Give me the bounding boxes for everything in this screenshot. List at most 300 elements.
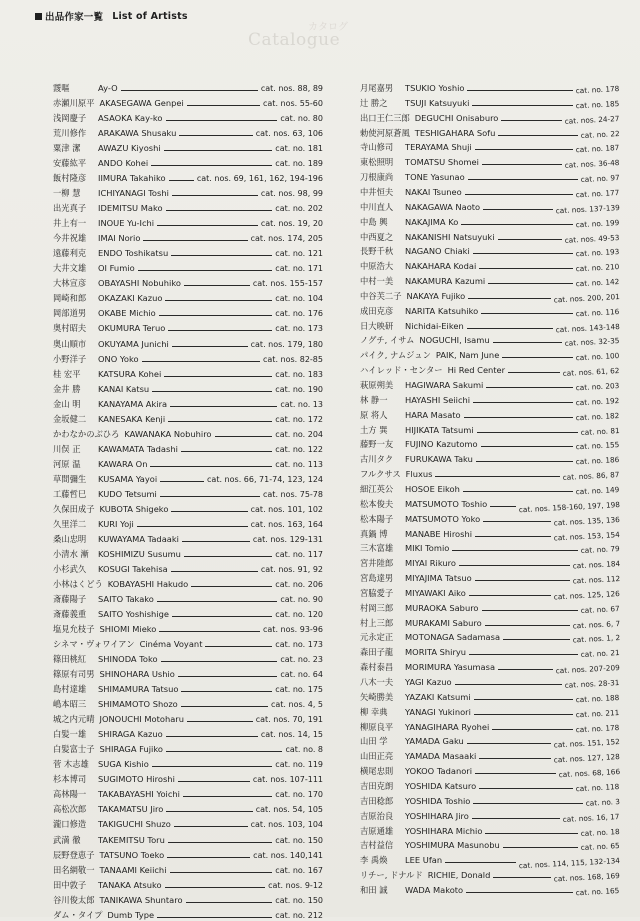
artist-name-jp: 長野千秋 (360, 246, 394, 257)
artist-name-jp: 柳 幸典 (360, 706, 388, 717)
leader-line (172, 616, 272, 617)
artist-name-en: TAKABAYASHI Yoichi (98, 789, 180, 800)
artist-name-en: FUJINO Kazutomo (405, 439, 478, 450)
artist-name-jp: 桑山忠明 (53, 533, 87, 544)
artist-name-en: KOSHIMIZU Susumu (98, 548, 181, 559)
catalogue-number: cat. nos. 16, 17 (562, 811, 620, 824)
artist-name-en: MURAOKA Saburo (405, 602, 479, 613)
artist-name-en: KANAYAMA Akira (98, 398, 168, 409)
artist-name-en: TESHIGAHARA Sofu (414, 127, 496, 138)
artist-name-en: NAKAYA Fujiko (406, 290, 466, 301)
catalogue-number: cat. no. 178 (576, 722, 620, 734)
leader-line (138, 270, 273, 271)
artist-name-jp: 杉本博司 (53, 774, 87, 785)
catalogue-number: cat. nos. 151, 152 (553, 737, 620, 750)
artist-name-en: Dumb Type (107, 909, 155, 920)
artist-row (360, 660, 620, 676)
artist-row (53, 772, 323, 785)
catalogue-number: cat. nos. 168, 169 (553, 871, 620, 884)
artist-name-en: TSUKIO Yoshio (405, 83, 465, 93)
artist-name-jp: ダム・タイプ (53, 909, 103, 920)
artist-row (360, 779, 620, 792)
leader-line (492, 729, 573, 730)
artist-name-en: MURAKAMI Saburo (405, 617, 482, 628)
artist-name-en: ENDO Toshikatsu (98, 248, 169, 259)
catalogue-number: cat. no. 23 (280, 655, 323, 665)
catalogue-number: cat. no. 97 (580, 173, 620, 185)
leader-line (186, 902, 273, 903)
artist-name-jp: 成田克彦 (360, 305, 394, 316)
artist-row (53, 532, 323, 545)
leader-line (473, 253, 574, 254)
artist-name-jp: 小林はくどう (53, 578, 103, 589)
artist-name-jp: 一柳 慧 (53, 188, 81, 199)
artist-row (360, 289, 620, 305)
artist-name-en: IDEMITSU Mako (98, 203, 163, 214)
artist-name-en: TAKIGUCHI Shuzo (98, 819, 171, 830)
catalogue-number: cat. nos. 54, 105 (255, 805, 323, 815)
artist-row (360, 883, 620, 896)
catalogue-number: cat. nos. 61, 62 (562, 366, 620, 379)
artist-row (53, 81, 323, 94)
artist-row (53, 457, 323, 470)
artist-name-jp: 出口王仁三郎 (360, 112, 410, 123)
artist-name-en: ONO Yoko (98, 353, 139, 364)
artist-row (360, 96, 620, 109)
artist-name-en: MIYAWAKI Aiko (405, 587, 466, 598)
artist-name-en: TSUJI Katsuyuki (405, 97, 470, 108)
artist-name-en: TANAKA Atsuko (98, 879, 162, 890)
artist-name-en: OI Fumio (98, 263, 135, 274)
artist-name-jp: パイク, ナムジュン (360, 350, 431, 361)
artist-name-jp: 日大映研 (360, 320, 394, 331)
leader-line (467, 328, 553, 329)
catalogue-number: cat. no. 202 (275, 204, 323, 214)
leader-line (174, 826, 248, 827)
artist-name-jp: 河原 温 (53, 458, 81, 469)
leader-line (137, 526, 248, 527)
artist-name-en: ASAOKA Kay-ko (98, 113, 163, 124)
leader-line (168, 330, 272, 331)
catalogue-number: cat. nos. 93-96 (263, 625, 323, 635)
catalogue-number: cat. nos. 9-12 (268, 880, 323, 890)
artist-name-jp: 松本俊夫 (360, 498, 394, 509)
leader-line (481, 313, 573, 314)
catalogue-number: cat. no. 18 (580, 826, 620, 838)
artist-name-jp: 吉村益信 (360, 840, 394, 851)
artist-name-jp: 出光真子 (53, 203, 87, 214)
artist-row (360, 705, 620, 718)
artist-name-en: MORIMURA Yasumasa (405, 662, 496, 673)
artist-name-jp: 小杉武久 (53, 563, 87, 574)
artist-name-en: SAITO Yoshishige (98, 609, 169, 620)
artist-name-en: YANAGIHARA Ryohei (405, 721, 490, 732)
artist-name-jp: 林 静一 (360, 394, 388, 405)
catalogue-number: cat. no. 192 (576, 395, 620, 408)
artist-name-jp: 久保田成子 (53, 503, 95, 514)
leader-line (455, 684, 563, 685)
artist-row (53, 742, 323, 755)
leader-line (166, 736, 258, 737)
artist-name-jp: 藤野一友 (360, 439, 394, 450)
leader-line (152, 766, 273, 767)
artist-row (360, 319, 620, 332)
leader-line (502, 357, 573, 358)
catalogue-number: cat. no. 203 (576, 381, 620, 393)
artist-row (53, 817, 323, 830)
artist-row (53, 502, 323, 515)
artist-row (53, 592, 323, 605)
artist-name-jp: 金山 明 (53, 398, 81, 409)
artist-name-en: NAKANISHI Natsuyuki (405, 231, 495, 242)
leader-line (479, 788, 573, 789)
artist-name-en: Ay-O (98, 83, 118, 93)
catalogue-number: cat. nos. 14, 15 (260, 730, 323, 740)
artist-name-jp: 森村泰昌 (360, 662, 394, 673)
artist-name-jp: 八木一夫 (360, 677, 394, 687)
artist-row (360, 809, 620, 822)
artist-row (360, 363, 620, 379)
artist-name-en: SHINOHARA Ushio (99, 669, 175, 680)
artist-name-jp: 月尾嘉男 (360, 83, 394, 93)
catalogue-number: cat. no. 104 (275, 294, 323, 304)
artist-name-en: KOBAYASHI Hakudo (107, 578, 189, 589)
artist-row (53, 757, 323, 770)
artist-row (53, 787, 323, 800)
artist-row (53, 637, 323, 650)
artist-name-en: OKUMURA Teruo (98, 323, 166, 334)
artist-name-en: SHIMAMOTO Shozo (98, 699, 178, 710)
artist-row (360, 437, 620, 450)
leader-line (474, 714, 574, 715)
artist-row (360, 734, 620, 750)
artist-name-jp: 松本陽子 (360, 513, 394, 524)
artist-name-en: IMAI Norio (98, 233, 141, 244)
artist-name-en: TAKAMATSU Jiro (98, 804, 164, 815)
artist-name-jp: 勅使河原蒼風 (360, 127, 410, 138)
artist-name-jp: 吉田克朗 (360, 780, 394, 791)
artist-name-en: KURI Yoji (98, 518, 134, 529)
leader-line (172, 346, 248, 347)
leader-line (475, 580, 570, 581)
artist-name-en: TANIKAWA Shuntaro (99, 894, 183, 905)
square-bullet-icon (35, 13, 42, 20)
catalogue-number: cat. no. 199 (576, 217, 620, 229)
artist-name-jp: 白髪一雄 (53, 729, 87, 740)
artist-name-jp: 寺山修司 (360, 142, 394, 153)
leader-line (498, 135, 578, 136)
artist-name-en: SHIRAGA Fujiko (99, 744, 163, 755)
artist-row (360, 215, 620, 228)
catalogue-number: cat. no. 204 (275, 429, 323, 439)
catalogue-number: cat. nos. 137-139 (555, 202, 620, 216)
leader-line (164, 150, 273, 151)
artist-name-jp: 和田 誠 (360, 884, 388, 895)
catalogue-number: cat. no. 182 (576, 410, 620, 422)
ghost-jp-text: カタログ (308, 22, 348, 33)
artist-row (53, 126, 323, 139)
artist-name-en: OKUYAMA Junichi (98, 338, 169, 349)
leader-line (171, 511, 247, 512)
artist-name-jp: 萩原朔美 (360, 380, 394, 390)
artist-name-jp: シネマ・ヴォワイアン (53, 639, 135, 650)
catalogue-number: cat. no. 122 (275, 444, 323, 454)
artist-name-jp: 遠藤利克 (53, 248, 87, 259)
artist-name-en: YAMADA Masaaki (405, 751, 477, 762)
artist-name-jp: 城之内元晴 (53, 714, 95, 725)
catalogue-number: cat. no. 210 (576, 262, 620, 274)
artist-name-en: INOUE Yu-Ichi (98, 218, 155, 229)
artist-name-jp: 久里洋二 (53, 518, 87, 529)
catalogue-number: cat. no. 142 (576, 277, 620, 289)
artist-name-en: FURUKAWA Taku (405, 454, 473, 465)
catalogue-number: cat. no. 150 (275, 895, 323, 905)
artist-name-en: KANAI Katsu (98, 383, 150, 394)
artist-row (360, 630, 620, 643)
catalogue-number: cat. nos. 158-160, 197, 198 (518, 499, 620, 515)
artist-row (53, 171, 323, 184)
artist-row (53, 682, 323, 695)
artist-name-jp: 瀧口修造 (53, 819, 87, 830)
catalogue-number: cat. no. 64 (280, 670, 323, 680)
artist-name-jp: 塩見允枝子 (53, 624, 95, 635)
artist-name-jp: 今井祝雄 (53, 233, 87, 244)
leader-line (164, 376, 272, 377)
artist-name-jp: 井上有一 (53, 218, 87, 229)
artist-name-jp: 辻 勝之 (360, 97, 388, 108)
artist-row (53, 231, 323, 244)
leader-line (466, 892, 573, 893)
leader-line (475, 773, 556, 774)
leader-line (461, 224, 573, 225)
artist-name-en: YOSHIDA Toshio (405, 795, 471, 806)
leader-line (142, 361, 260, 362)
artist-row (360, 527, 620, 540)
catalogue-number: cat. no. 170 (275, 790, 323, 800)
artist-row (360, 304, 620, 317)
catalogue-number: cat. no. 90 (280, 595, 323, 605)
artist-row (360, 126, 620, 139)
catalogue-number: cat. nos. 129-131 (252, 534, 323, 544)
catalogue-number: cat. no. 22 (580, 128, 620, 140)
catalogue-number: cat. nos. 200, 201 (553, 291, 620, 305)
artist-row (53, 863, 323, 876)
artist-name-jp: 篠田桃紅 (53, 654, 87, 665)
leader-line (445, 862, 516, 863)
leader-line (473, 402, 573, 403)
catalogue-number: cat. nos. 155-157 (252, 279, 323, 289)
catalogue-number: cat. no. 206 (275, 579, 323, 589)
artist-name-en: HIJIKATA Tatsumi (405, 424, 474, 435)
artist-name-jp: 奥村昭夫 (53, 323, 87, 334)
artist-name-en: MATSUMOTO Toshio (405, 498, 488, 509)
artist-name-en: OBAYASHI Nobuhiko (98, 278, 181, 289)
leader-line (205, 646, 272, 647)
artist-name-en: KAWANAKA Nobuhiro (124, 428, 212, 439)
leader-line (178, 781, 250, 782)
catalogue-number: cat. nos. 91, 92 (260, 564, 323, 574)
catalogue-number: cat. no. 176 (275, 309, 323, 319)
artist-row (53, 878, 323, 891)
catalogue-number: cat. nos. 36-48 (564, 158, 620, 171)
catalogue-number: cat. nos. 88, 89 (260, 84, 323, 93)
artist-row (360, 497, 620, 515)
artist-name-en: MOTONAGA Sadamasa (405, 632, 501, 643)
catalogue-number: cat. nos. 49-53 (564, 232, 620, 245)
leader-line (468, 298, 551, 299)
artist-name-jp: 大林宣彦 (53, 278, 87, 289)
leader-line (159, 315, 273, 316)
artist-row (53, 367, 323, 380)
artist-row (53, 517, 323, 530)
artist-row (360, 794, 620, 807)
artist-row (53, 291, 323, 304)
artist-row (360, 423, 620, 436)
artist-name-en: HARA Masato (405, 409, 461, 420)
artist-name-jp: 細江英公 (360, 483, 394, 494)
artist-row (360, 467, 620, 483)
catalogue-number: cat. nos. 32-35 (564, 336, 620, 349)
catalogue-number: cat. no. 116 (576, 306, 620, 319)
leader-line (464, 417, 574, 418)
artist-row (360, 616, 620, 629)
artist-name-en: OKAZAKI Kazuo (98, 293, 163, 304)
catalogue-number: cat. nos. 135, 136 (553, 514, 620, 528)
artist-name-jp: 岡崎和郎 (53, 293, 87, 304)
catalogue-number: cat. no. 181 (275, 144, 323, 154)
artist-name-en: Hi Red Center (447, 365, 506, 376)
catalogue-number: cat. no. 211 (576, 707, 620, 719)
artist-name-jp: 横尾忠則 (360, 766, 394, 777)
artist-row (360, 720, 620, 733)
artist-name-en: MORITA Shiryu (405, 647, 467, 658)
artist-row (53, 412, 323, 425)
artist-row (360, 452, 620, 465)
catalogue-number: cat. nos. 24-27 (564, 113, 620, 126)
artist-row (53, 487, 323, 500)
artist-name-en: AKASEGAWA Genpei (99, 98, 184, 109)
leader-line (160, 496, 260, 497)
leader-line (485, 625, 570, 626)
artist-name-jp: フルクサス (360, 469, 401, 480)
artist-name-en: MIKI Tomio (405, 543, 450, 554)
catalogue-number: cat. no. 13 (280, 399, 323, 409)
artist-row (53, 201, 323, 214)
artist-row (360, 764, 620, 780)
leader-line (465, 194, 574, 195)
artist-name-jp: 山田 学 (360, 736, 388, 747)
leader-line (490, 506, 516, 507)
artist-row (360, 155, 620, 171)
artist-row (360, 541, 620, 554)
artist-name-jp: 真鍋 博 (360, 528, 388, 539)
artist-name-en: HAYASHI Seiichi (405, 394, 471, 405)
artist-name-en: NAGANO Chiaki (405, 246, 470, 257)
artist-name-en: Cinéma Voyant (139, 639, 203, 650)
leader-line (181, 706, 268, 707)
artist-name-en: TERAYAMA Shuji (405, 142, 472, 153)
leader-line (165, 887, 266, 888)
catalogue-number: cat. nos. 101, 102 (250, 504, 323, 514)
artist-row (360, 675, 620, 688)
leader-line (183, 796, 272, 797)
catalogue-number: cat. no. 212 (275, 910, 323, 920)
artist-row (53, 562, 323, 575)
artist-name-jp: 宮井陸郎 (360, 558, 394, 569)
artist-row (360, 140, 620, 153)
artist-name-en: NAKAI Tsuneo (405, 186, 462, 197)
artist-name-jp: 草間彌生 (53, 473, 87, 484)
catalogue-number: cat. no. 8 (285, 745, 323, 755)
leader-line (482, 610, 579, 611)
artist-name-en: SHINODA Toko (98, 654, 158, 665)
catalogue-number: cat. no. 119 (275, 760, 323, 770)
leader-line (435, 476, 560, 477)
catalogue-number: cat. nos. 153, 154 (553, 529, 620, 542)
artist-name-jp: 粟津 潔 (53, 143, 81, 154)
artist-row (360, 259, 620, 272)
artist-name-en: YOKOO Tadanori (405, 766, 473, 777)
catalogue-number: cat. nos. 1, 2 (572, 633, 620, 645)
catalogue-number: cat. nos. 127, 128 (553, 752, 620, 765)
catalogue-number: cat. nos. 55-60 (263, 99, 323, 109)
artist-name-en: TOMATSU Shomei (405, 157, 479, 168)
artist-name-jp: 小野洋子 (53, 353, 87, 364)
artist-name-jp: 李 禹煥 (360, 855, 388, 866)
artist-row (53, 352, 323, 365)
artist-name-en: MATSUMOTO Yoko (405, 513, 481, 524)
artist-name-jp: 古川タク (360, 454, 394, 465)
artist-name-jp: 中谷芙二子 (360, 290, 402, 301)
leader-line (171, 255, 272, 256)
artist-name-jp: 柳原良平 (360, 721, 394, 732)
artist-name-jp: 斎藤義重 (53, 609, 87, 620)
leader-line (151, 165, 272, 166)
catalogue-number: cat. no. 79 (580, 544, 620, 556)
catalogue-number: cat. nos. 69, 161, 162, 194-196 (196, 174, 323, 184)
artist-name-en: YOSHIDA Katsuro (405, 780, 477, 791)
catalogue-number: cat. nos. 207-209 (555, 663, 620, 676)
artist-name-en: DEGUCHI Onisaburo (414, 112, 499, 123)
artist-row (53, 908, 323, 921)
catalogue-number: cat. nos. 86, 87 (562, 470, 620, 483)
leader-line (503, 639, 570, 640)
page-header (35, 9, 188, 23)
leader-line (181, 451, 272, 452)
leader-line (170, 872, 273, 873)
leader-line (475, 536, 551, 537)
artist-name-en: NARITA Katsuhiko (405, 305, 479, 316)
catalogue-number: cat. nos. 63, 106 (255, 129, 323, 139)
leader-line (181, 691, 272, 692)
leader-line (187, 105, 260, 106)
catalogue-number: cat. no. 67 (580, 603, 620, 615)
artist-name-jp: 村岡三郎 (360, 602, 394, 613)
artist-row (53, 607, 323, 620)
leader-line (508, 372, 560, 373)
artist-name-en: ICHIYANAGI Toshi (98, 188, 169, 199)
leader-line (184, 285, 250, 286)
artist-row (360, 645, 620, 658)
leader-line (473, 803, 582, 804)
artist-row (53, 577, 323, 590)
catalogue-number: cat. no. 190 (275, 384, 323, 394)
artist-name-jp: 斎藤陽子 (53, 594, 87, 605)
leader-line (498, 669, 553, 670)
artist-name-en: SHIMAMURA Tatsuo (98, 684, 179, 695)
artist-name-jp: 原 将人 (360, 409, 388, 420)
artist-name-en: Fluxus (405, 469, 433, 480)
